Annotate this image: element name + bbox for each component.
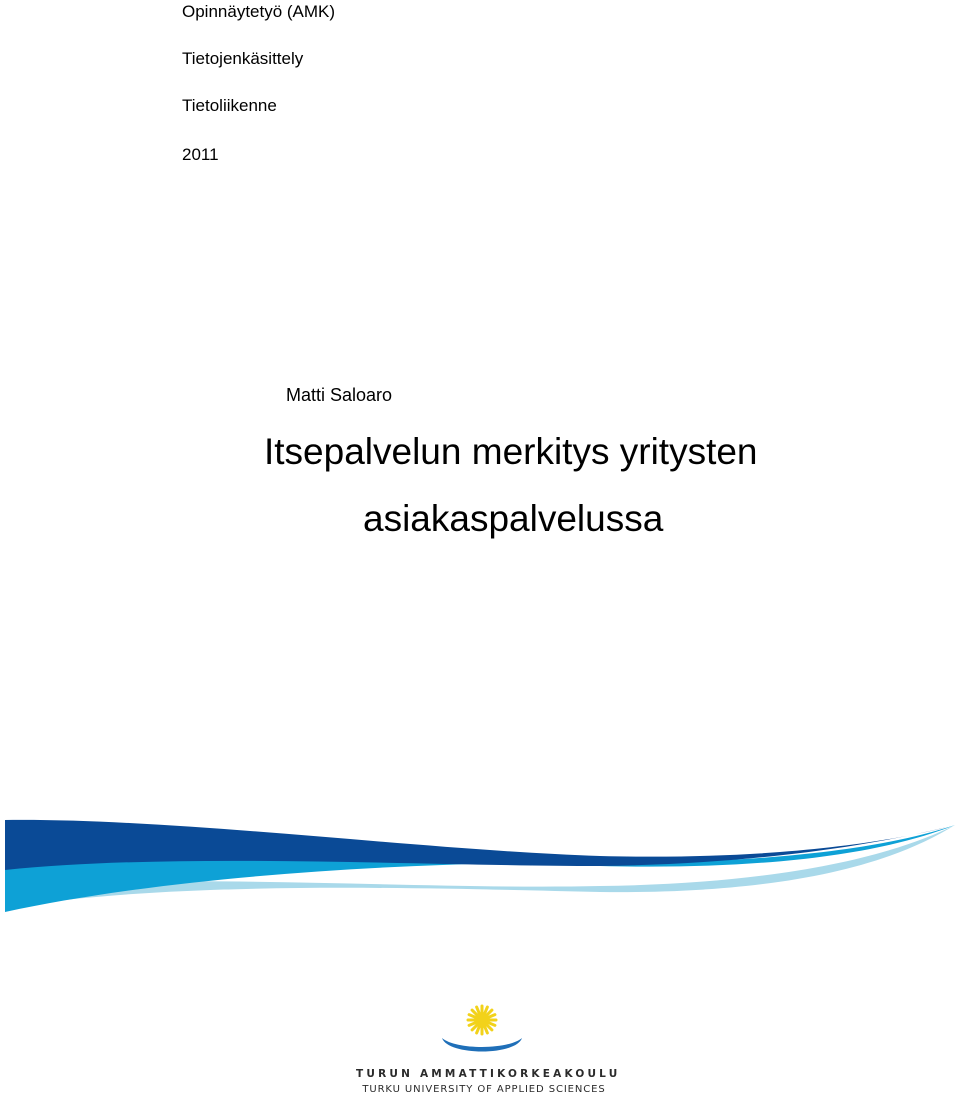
thesis-title-line-1: Itsepalvelun merkitys yritysten <box>264 431 758 472</box>
author-name: Matti Saloaro <box>286 385 393 405</box>
star-core <box>478 1016 486 1024</box>
thesis-title-line-2: asiakaspalvelussa <box>363 498 664 539</box>
degree-label: Opinnäytetyö (AMK) <box>182 2 336 21</box>
year-label: 2011 <box>182 145 219 164</box>
field-label: Tietojenkäsittely <box>182 49 304 68</box>
program-label: Tietoliikenne <box>182 96 277 115</box>
university-name-fi: TURUN AMMATTIKORKEAKOULU <box>356 1068 621 1080</box>
university-logo-icon <box>436 998 528 1064</box>
wave-banner <box>0 800 960 970</box>
logo-bowl <box>442 1038 522 1052</box>
university-name-en: TURKU UNIVERSITY OF APPLIED SCIENCES <box>362 1084 606 1095</box>
sun-star-icon <box>468 1006 496 1034</box>
